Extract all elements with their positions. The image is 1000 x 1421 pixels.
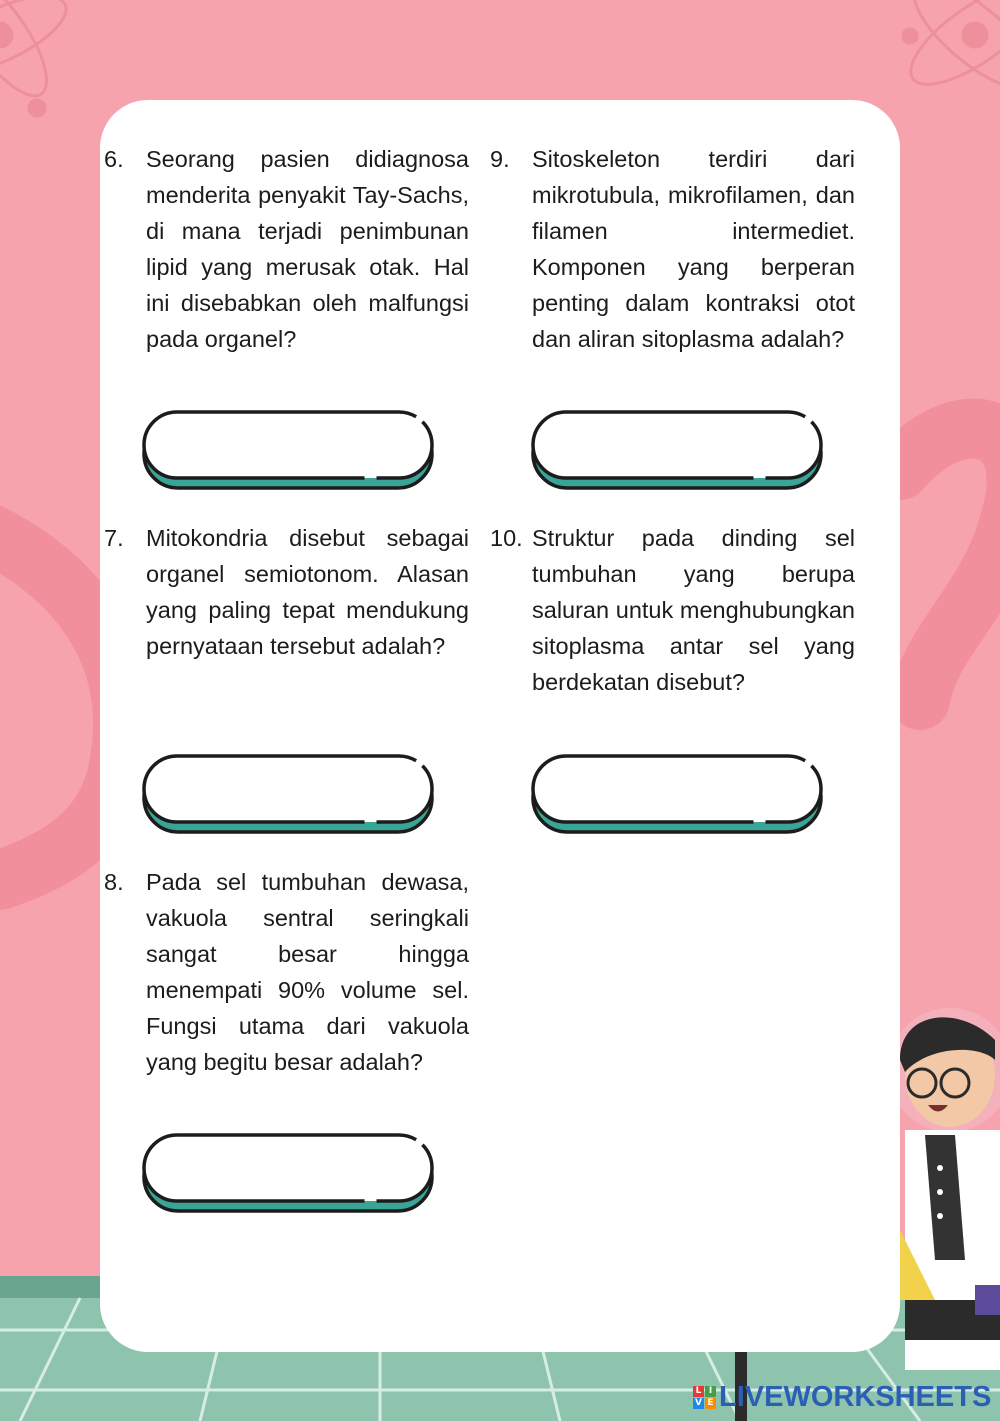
question-text: Seorang pasien didiagnosa menderita penyakit Tay-Sachs, di mana terjadi penimbunan lipid yang merusak otak. Hal ini disebabkan oleh malfungsi pada organel?	[146, 146, 469, 352]
logo-letter: V	[693, 1398, 704, 1409]
question-text: Pada sel tumbuhan dewasa, vakuola sentral seringkali sangat besar hingga menempati 90% volume sel. Fungsi utama dari vakuola yang begitu besar adalah?	[146, 869, 469, 1075]
answer-input-7[interactable]	[156, 764, 416, 812]
answer-box-10	[529, 754, 825, 838]
answer-input-6[interactable]	[156, 420, 416, 468]
answer-input-10[interactable]	[545, 764, 805, 812]
answer-box-7	[140, 754, 436, 838]
answer-box-9	[529, 410, 825, 494]
brand-wordmark: LIVEWORKSHEETS	[719, 1380, 992, 1413]
logo-letter: L	[693, 1386, 704, 1397]
background-tube-shape	[900, 429, 1000, 700]
logo-letter: E	[705, 1398, 716, 1409]
atom-icon	[0, 0, 76, 116]
logo-letter: I	[705, 1386, 716, 1397]
question-number: 6.	[104, 146, 124, 172]
question-number: 8.	[104, 869, 124, 895]
question-text: Struktur pada dinding sel tumbuhan yang berupa saluran untuk menghubungkan sitoplasma antar sel yang berdekatan disebut?	[532, 525, 855, 695]
question-number: 9.	[490, 146, 510, 172]
answer-box-8	[140, 1133, 436, 1217]
answer-input-9[interactable]	[545, 420, 805, 468]
live-logo-icon	[693, 1386, 716, 1409]
question-text: Mitokondria disebut sebagai organel semiotonom. Alasan yang paling tepat mendukung pernyataan tersebut adalah?	[146, 525, 469, 659]
question-number: 10.	[490, 525, 523, 551]
answer-input-8[interactable]	[156, 1143, 416, 1191]
answer-box-6	[140, 410, 436, 494]
liveworksheets-logo[interactable]	[693, 1379, 991, 1415]
question-number: 7.	[104, 525, 124, 551]
atom-icon	[897, 0, 1000, 105]
question-text: Sitoskeleton terdiri dari mikrotubula, mikrofilamen, dan filamen intermediet. Komponen yang berperan penting dalam kontraksi otot dan aliran sitoplasma adalah?	[532, 146, 855, 352]
